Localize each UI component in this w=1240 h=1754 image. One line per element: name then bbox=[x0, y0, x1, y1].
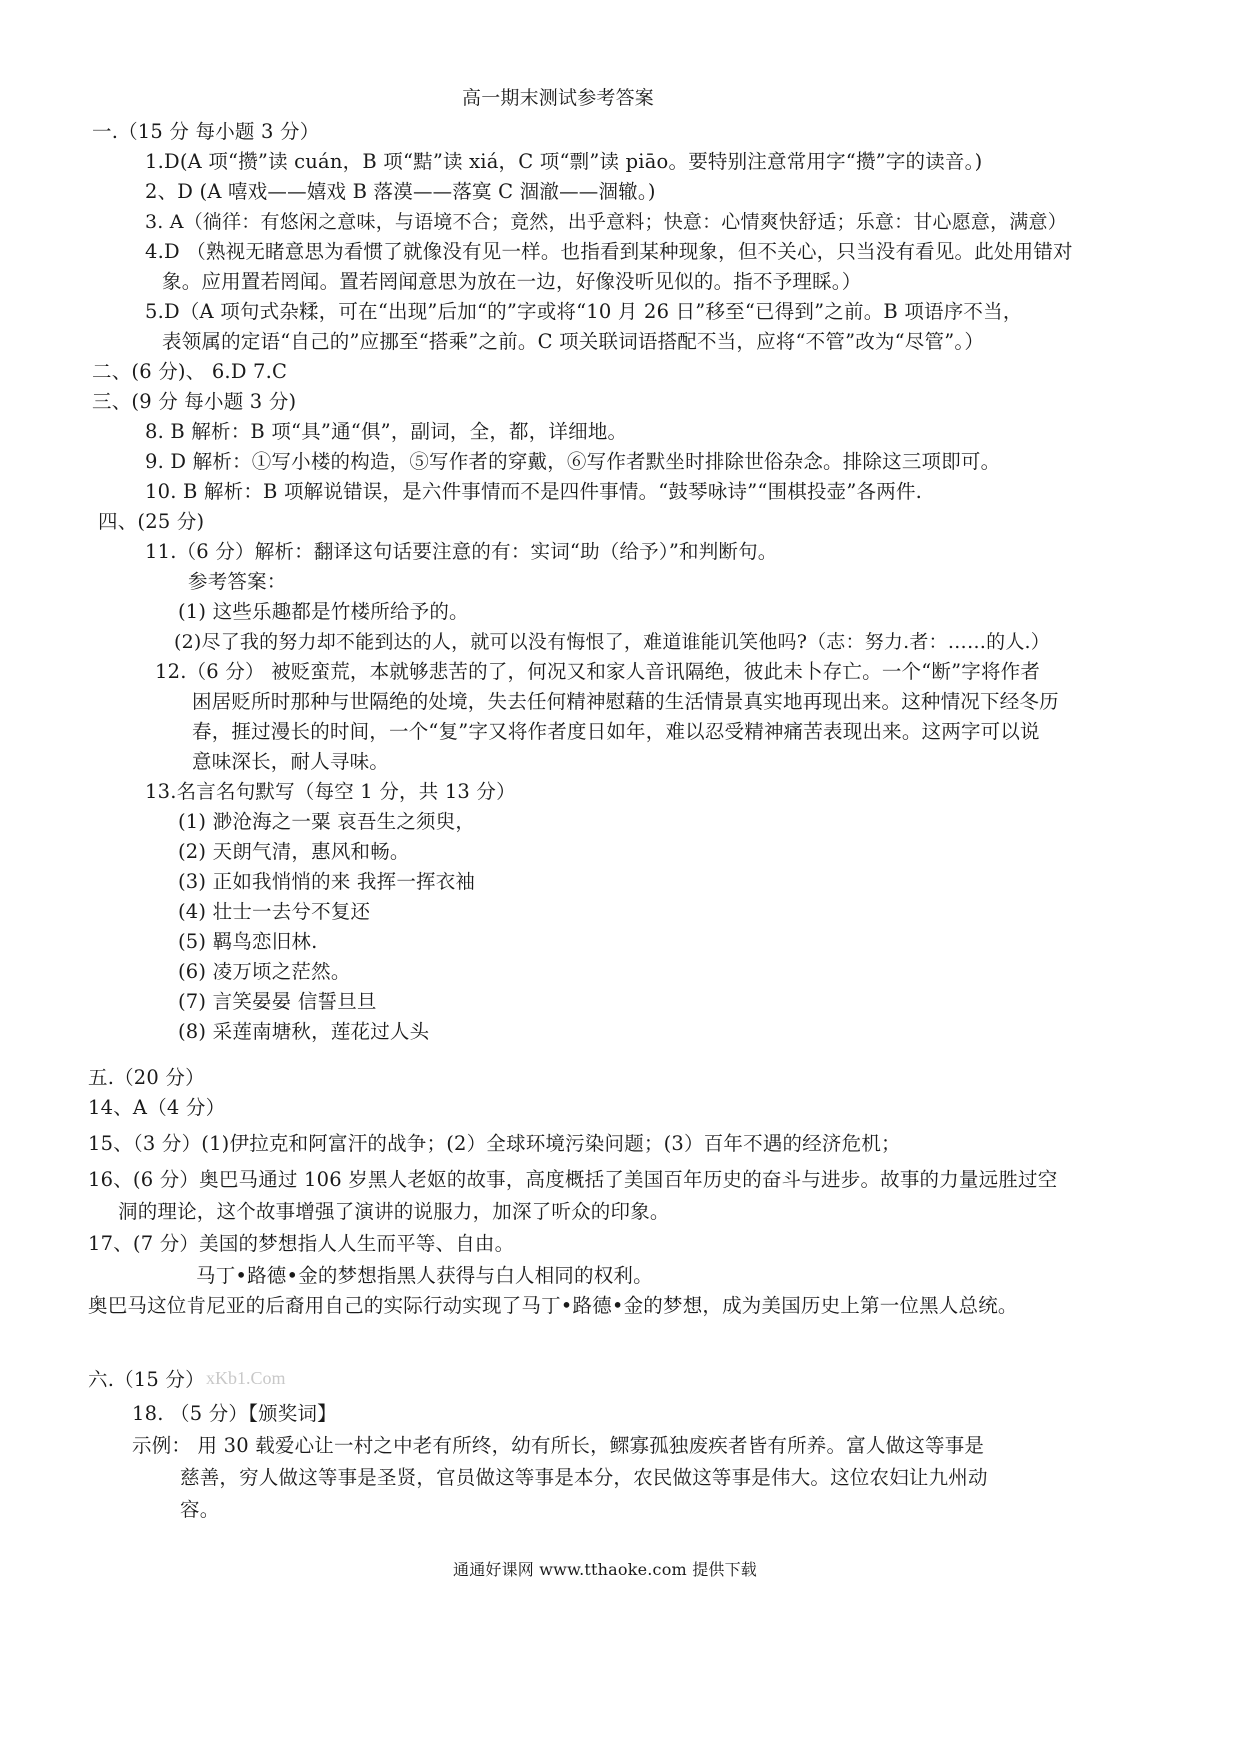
answer-9: 9. D 解析：①写小楼的构造，⑤写作者的穿戴，⑥写作者默坐时排除世俗杂念。排除这三项即可。 bbox=[145, 450, 1001, 473]
answer-17-line-2: 马丁•路德•金的梦想指黑人获得与白人相同的权利。 bbox=[196, 1264, 653, 1287]
answer-16-line-1: 16、(6 分）奥巴马通过 106 岁黑人老妪的故事，高度概括了美国百年历史的奋斗与进步。故事的力量远胜过空 bbox=[88, 1168, 1058, 1191]
answer-11-part-2: (2)尽了我的努力却不能到达的人，就可以没有悔恨了，难道谁能讥笑他吗?（志：努力.者：……的人.） bbox=[174, 631, 1050, 653]
section-1-heading: 一.（15 分 每小题 3 分） bbox=[92, 120, 320, 143]
answer-11-part-1: (1) 这些乐趣都是竹楼所给予的。 bbox=[178, 600, 469, 623]
answer-1: 1.D(A 项“攒”读 cuán，B 项“黠”读 xiá，C 项“剽”读 piāo。要特别注意常用字“攒”字的读音。) bbox=[145, 150, 983, 173]
answer-11: 11.（6 分）解析：翻译这句话要注意的有：实词“助（给予）”和判断句。 bbox=[145, 540, 778, 563]
answer-18-example-line-2: 慈善，穷人做这等事是圣贤，官员做这等事是本分，农民做这等事是伟大。这位农妇让九州动 bbox=[180, 1466, 988, 1489]
section-4-heading: 四、(25 分) bbox=[98, 510, 205, 533]
answer-17-line-1: 17、(7 分）美国的梦想指人人生而平等、自由。 bbox=[88, 1232, 515, 1255]
watermark-text: xKb1.Com bbox=[206, 1368, 286, 1388]
answer-2: 2、D (A 嘻戏——嬉戏 B 落漠——落寞 C 涸澈——涸辙。) bbox=[145, 180, 656, 203]
answer-17-line-3: 奥巴马这位肯尼亚的后裔用自己的实际行动实现了马丁•路德•金的梦想，成为美国历史上第一位黑人总统。 bbox=[88, 1294, 1018, 1317]
answer-15: 15、（3 分）(1)伊拉克和阿富汗的战争；(2）全球环境污染问题；(3）百年不遇的经济危机； bbox=[88, 1132, 901, 1155]
section-3-heading: 三、(9 分 每小题 3 分) bbox=[92, 390, 297, 413]
answer-13-heading: 13.名言名句默写（每空 1 分，共 13 分） bbox=[145, 780, 516, 803]
answer-18-example-line-3: 容。 bbox=[180, 1498, 220, 1521]
answer-13-item-1: (1) 渺沧海之一粟 哀吾生之须臾， bbox=[178, 810, 476, 833]
answer-13-item-4: (4) 壮士一去兮不复还 bbox=[178, 900, 371, 923]
section-5-heading: 五.（20 分） bbox=[88, 1066, 205, 1089]
answer-13-item-8: (8) 采莲南塘秋，莲花过人头 bbox=[178, 1020, 430, 1043]
section-6-heading: 六.（15 分） bbox=[88, 1368, 205, 1391]
answer-18-heading: 18. （5 分）【颁奖词】 bbox=[132, 1402, 337, 1425]
answer-13-item-5: (5) 羁鸟恋旧林. bbox=[178, 930, 318, 953]
answer-4-line-1: 4.D （熟视无睹意思为看惯了就像没有见一样。也指看到某种现象，但不关心，只当没有看见。此处用错对 bbox=[145, 240, 1073, 263]
answer-13-item-2: (2) 天朗气清，惠风和畅。 bbox=[178, 840, 410, 863]
answer-13-item-7: (7) 言笑晏晏 信誓旦旦 bbox=[178, 990, 377, 1013]
section-2-heading: 二、(6 分)、 6.D 7.C bbox=[92, 360, 288, 383]
answer-12-line-1: 12.（6 分） 被贬蛮荒，本就够悲苦的了，何况又和家人音讯隔绝，彼此未卜存亡。一个“断”字将作者 bbox=[155, 660, 1041, 683]
page-title: 高一期末测试参考答案 bbox=[462, 87, 655, 109]
answer-11-reference-label: 参考答案： bbox=[188, 570, 287, 593]
answer-3: 3. A（徜徉：有悠闲之意味，与语境不合；竟然，出乎意料；快意：心情爽快舒适；乐意：甘心愿意，满意） bbox=[145, 211, 1067, 233]
answer-16-line-2: 洞的理论，这个故事增强了演讲的说服力，加深了听众的印象。 bbox=[118, 1200, 670, 1223]
answer-12-line-3: 春，捱过漫长的时间，一个“复”字又将作者度日如年，难以忍受精神痛苦表现出来。这两字可以说 bbox=[192, 720, 1040, 743]
answer-5-line-1: 5.D（A 项句式杂糅，可在“出现”后加“的”字或将“10 月 26 日”移至“已得到”之前。B 项语序不当， bbox=[145, 300, 1023, 323]
answer-12-line-4: 意味深长，耐人寻味。 bbox=[192, 750, 390, 773]
answer-18-example-line-1: 示例： 用 30 载爱心让一村之中老有所终，幼有所长，鳏寡孤独废疾者皆有所养。富人做这等事是 bbox=[132, 1434, 985, 1457]
footer-source: 通通好课网 www.tthaoke.com 提供下载 bbox=[453, 1560, 757, 1579]
answer-8: 8. B 解析：B 项“具”通“俱”，副词，全，都，详细地。 bbox=[145, 420, 628, 443]
answer-14: 14、A（4 分） bbox=[88, 1096, 226, 1119]
answer-13-item-6: (6) 凌万顷之茫然。 bbox=[178, 960, 351, 983]
answer-13-item-3: (3) 正如我悄悄的来 我挥一挥衣袖 bbox=[178, 870, 476, 893]
answer-12-line-2: 困居贬所时那种与世隔绝的处境，失去任何精神慰藉的生活情景真实地再现出来。这种情况下经冬历 bbox=[192, 690, 1059, 713]
answer-10: 10. B 解析：B 项解说错误，是六件事情而不是四件事情。“鼓琴咏诗”“围棋投壶”各两件. bbox=[145, 480, 923, 503]
answer-5-line-2: 表领属的定语“自己的”应挪至“搭乘”之前。C 项关联词语搭配不当，应将“不管”改为“尽管”。） bbox=[162, 330, 985, 353]
answer-4-line-2: 象。应用置若罔闻。置若罔闻意思为放在一边，好像没听见似的。指不予理睬。） bbox=[162, 270, 862, 293]
